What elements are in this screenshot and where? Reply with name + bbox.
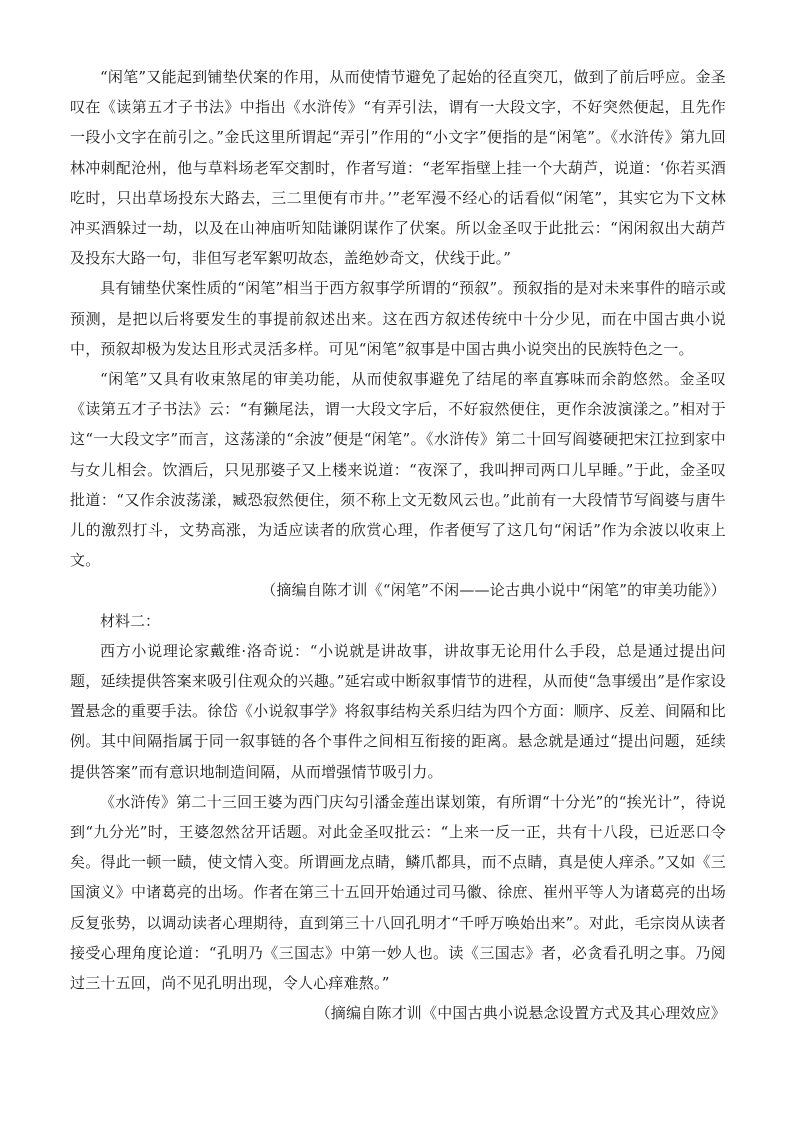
paragraph: “闲笔”又具有收束煞尾的审美功能，从而使叙事避免了结尾的率直寡味而余韵悠然。金圣叹《读第五才子书法》云：“有獭尾法，谓一大段文字后，不好寂然便住，更作余波演漾之。”相对于这“一大段文字”而言，这荡漾的“余波”便是“闲笔”。《水浒传》第二十回写阎婆硬把宋江拉到家中与女儿相会。饮酒后，只见那婆子又上楼来说道：“夜深了，我叫押司两口儿早睡。”于此，金圣叹批道：“又作余波荡漾，臧恐寂然便住，须不称上文无数风云也。”此前有一大段情节写阎婆与唐牛儿的激烈打斗，文势高涨，为适应读者的欣赏心理，作者便写了这几句“闲话”作为余波以收束上文。 (70, 370, 726, 570)
paragraph: “闲笔”又能起到铺垫伏案的作用，从而使情节避免了起始的径直突兀，做到了前后呼应。金圣叹在《读第五才子书法》中指出《水浒传》“有弄引法，谓有一大段文字，不好突然便起，且先作一段小文字在前引之。”金氏这里所谓起“弄引”作用的“小文字”便指的是“闲笔”。《水浒传》第九回林冲刺配沧州，他与草料场老军交割时，作者写道：“老军指壁上挂一个大葫芦，说道：‘你若买酒吃时，只出草场投东大路去，三二里便有市井。’”老军漫不经心的话看似“闲笔”，其实它为下文林冲买酒躲过一劫，以及在山神庙听知陆谦阴谋作了伏案。所以金圣叹于此批云：“闲闲叙出大葫芦及投东大路一句，非但写老军絮叨故态，盖绝妙奇文，伏线于此。” (70, 68, 726, 268)
paragraph: 具有铺垫伏案性质的“闲笔”相当于西方叙事学所谓的“预叙”。预叙指的是对未来事件的暗示或预测，是把以后将要发生的事提前叙述出来。这在西方叙述传统中十分少见，而在中国古典小说中，预叙却极为发达且形式灵活多样。可见“闲笔”叙事是中国古典小说突出的民族特色之一。 (70, 279, 726, 358)
material-label: 材料二： (100, 611, 161, 630)
paragraph: 《水浒传》第二十三回王婆为西门庆勾引潘金莲出谋划策，有所谓“十分光”的“挨光计”，待说到“九分光”时，王婆忽然岔开话题。对此金圣叹批云：“上来一反一正，共有十八段，已近恶口令矣。得此一顿一赜，使文情入变。所谓画龙点睛，鳞爪都具，而不点睛，真是使人痒杀。”又如《三国演义》中诸葛亮的出场。作者在第三十五回开始通过司马徽、徐庶、崔州平等人为诸葛亮的出场反复张势，以调动读者心理期待，直到第三十八回孔明才“千呼万唤始出来”。对此，毛宗岗从读者接受心理角度论道：“孔明乃《三国志》中第一妙人也。读《三国志》者，必贪看孔明之事。乃阅过三十五回，尚不见孔明出现，令人心痒难熬。” (70, 792, 726, 993)
source-citation: （摘编自陈才训《“闲笔”不闲——论古典小说中“闲笔”的审美功能》） (261, 581, 726, 600)
paragraph: 西方小说理论家戴维·洛奇说：“小说就是讲故事，讲故事无论用什么手段，总是通过提出问题，延续提供答案来吸引住观众的兴趣。”延宕或中断叙事情节的进程，从而使“急事缓出”是作家设置悬念的重要手法。徐岱《小说叙事学》将叙事结构关系归结为四个方面：顺序、反差、间隔和比例。其中间隔指属于同一叙事链的各个事件之间相互衔接的距离。悬念就是通过“提出问题，延续提供答案”而有意识地制造间隔，从而增强情节吸引力。 (70, 641, 726, 781)
document-page (70, 62, 726, 1029)
source-citation: （摘编自陈才训《中国古典小说悬念设置方式及其心理效应》 (315, 1004, 726, 1023)
